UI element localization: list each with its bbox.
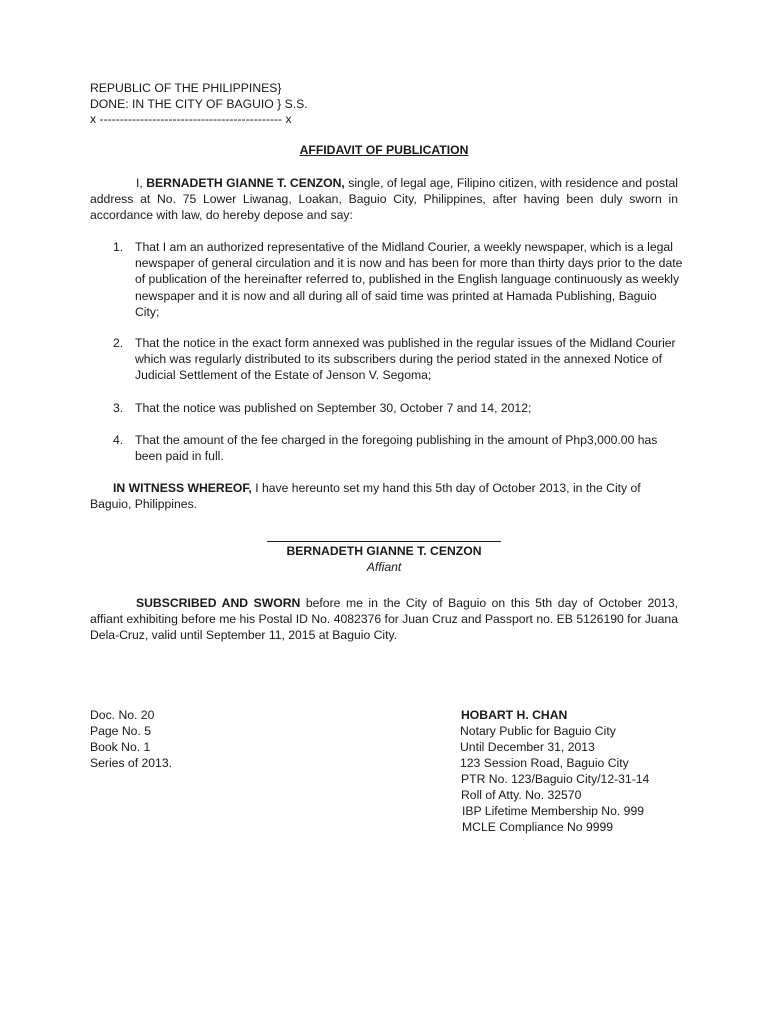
intro-text: single, of legal age, Filipino citizen, with residence and postal address at No. 75 Lower Liwanag, Loakan, Baguio City, Philippines, after having been duly sworn in accordance with law, do hereby depose and say: [90,176,678,223]
intro-paragraph [90,175,678,224]
notary-title: Notary Public for Baguio City [460,724,616,738]
list-item-number: 4. [113,433,124,447]
jurat-heading: SUBSCRIBED AND SWORN [136,596,301,610]
affiant-role: Affiant [366,560,402,574]
list-item-text: That the notice in the exact form annexed was published in the regular issues of the Midland Courier which was regularly distributed to its subscribers during the period stated in the annexed Notice of Judicial Settlement of the Estate of Jenson V. Segoma; [135,336,676,383]
list-item-number: 3. [113,401,124,415]
header-republic: REPUBLIC OF THE PHILIPPINES} [90,81,282,95]
notary-commission-until: Until December 31, 2013 [460,740,595,754]
list-item-text: That the amount of the fee charged in the foregoing publishing in the amount of Php3,000.00 has been paid in full. [135,433,658,464]
witness-text: I have hereunto set my hand this 5th day of October 2013, in the City of Baguio, Philippines. [90,481,641,512]
jurat-paragraph [90,595,678,644]
book-number: Book No. 1 [90,740,151,754]
intro-affiant-name: BERNADETH GIANNE T. CENZON, [146,176,345,190]
series-year: Series of 2013. [90,756,172,770]
list-item-number: 2. [113,336,124,350]
notary-ibp: IBP Lifetime Membership No. 999 [462,804,644,818]
list-item [113,239,683,320]
list-item [113,335,683,384]
list-item-text: That the notice was published on September 30, October 7 and 14, 2012; [135,401,532,415]
notary-mcle: MCLE Compliance No 9999 [462,820,614,834]
notary-ptr: PTR No. 123/Baguio City/12-31-14 [461,772,650,786]
signature-line [267,541,501,542]
page-number: Page No. 5 [90,724,151,738]
witness-heading: IN WITNESS WHEREOF, [113,481,252,495]
list-item-number: 1. [113,240,124,254]
doc-number: Doc. No. 20 [90,708,155,722]
list-item-text: That I am an authorized representative of the Midland Courier, a weekly newspaper, which is a legal newspaper of general circulation and it is now and has been for more than thirty days prior to the date of publication of the hereinafter referred to, published in the English language continuously as weekly newspaper and it is now and all during all of said time was printed at Hamada Publishing, Baguio City; [135,240,683,319]
witness-paragraph [90,480,678,512]
intro-prefix: I, [136,176,147,190]
jurat-text: before me in the City of Baguio on this 5th day of October 2013, affiant exhibiting before me his Postal ID No. 4082376 for Juan Cruz and Passport no. EB 5126190 for Juana Dela-Cruz, valid until September 11, 2015 at Baguio City. [90,596,678,643]
notary-name: HOBART H. CHAN [461,708,568,722]
notary-roll: Roll of Atty. No. 32570 [461,788,582,802]
list-item [113,400,683,416]
header-separator: x --------------------------------------------- x [90,112,292,126]
list-item [113,432,683,464]
header-done-in: DONE: IN THE CITY OF BAGUIO } S.S. [90,97,308,111]
document-title: AFFIDAVIT OF PUBLICATION [299,143,469,157]
affiant-name: BERNADETH GIANNE T. CENZON [286,544,482,558]
notary-address: 123 Session Road, Baguio City [460,756,629,770]
